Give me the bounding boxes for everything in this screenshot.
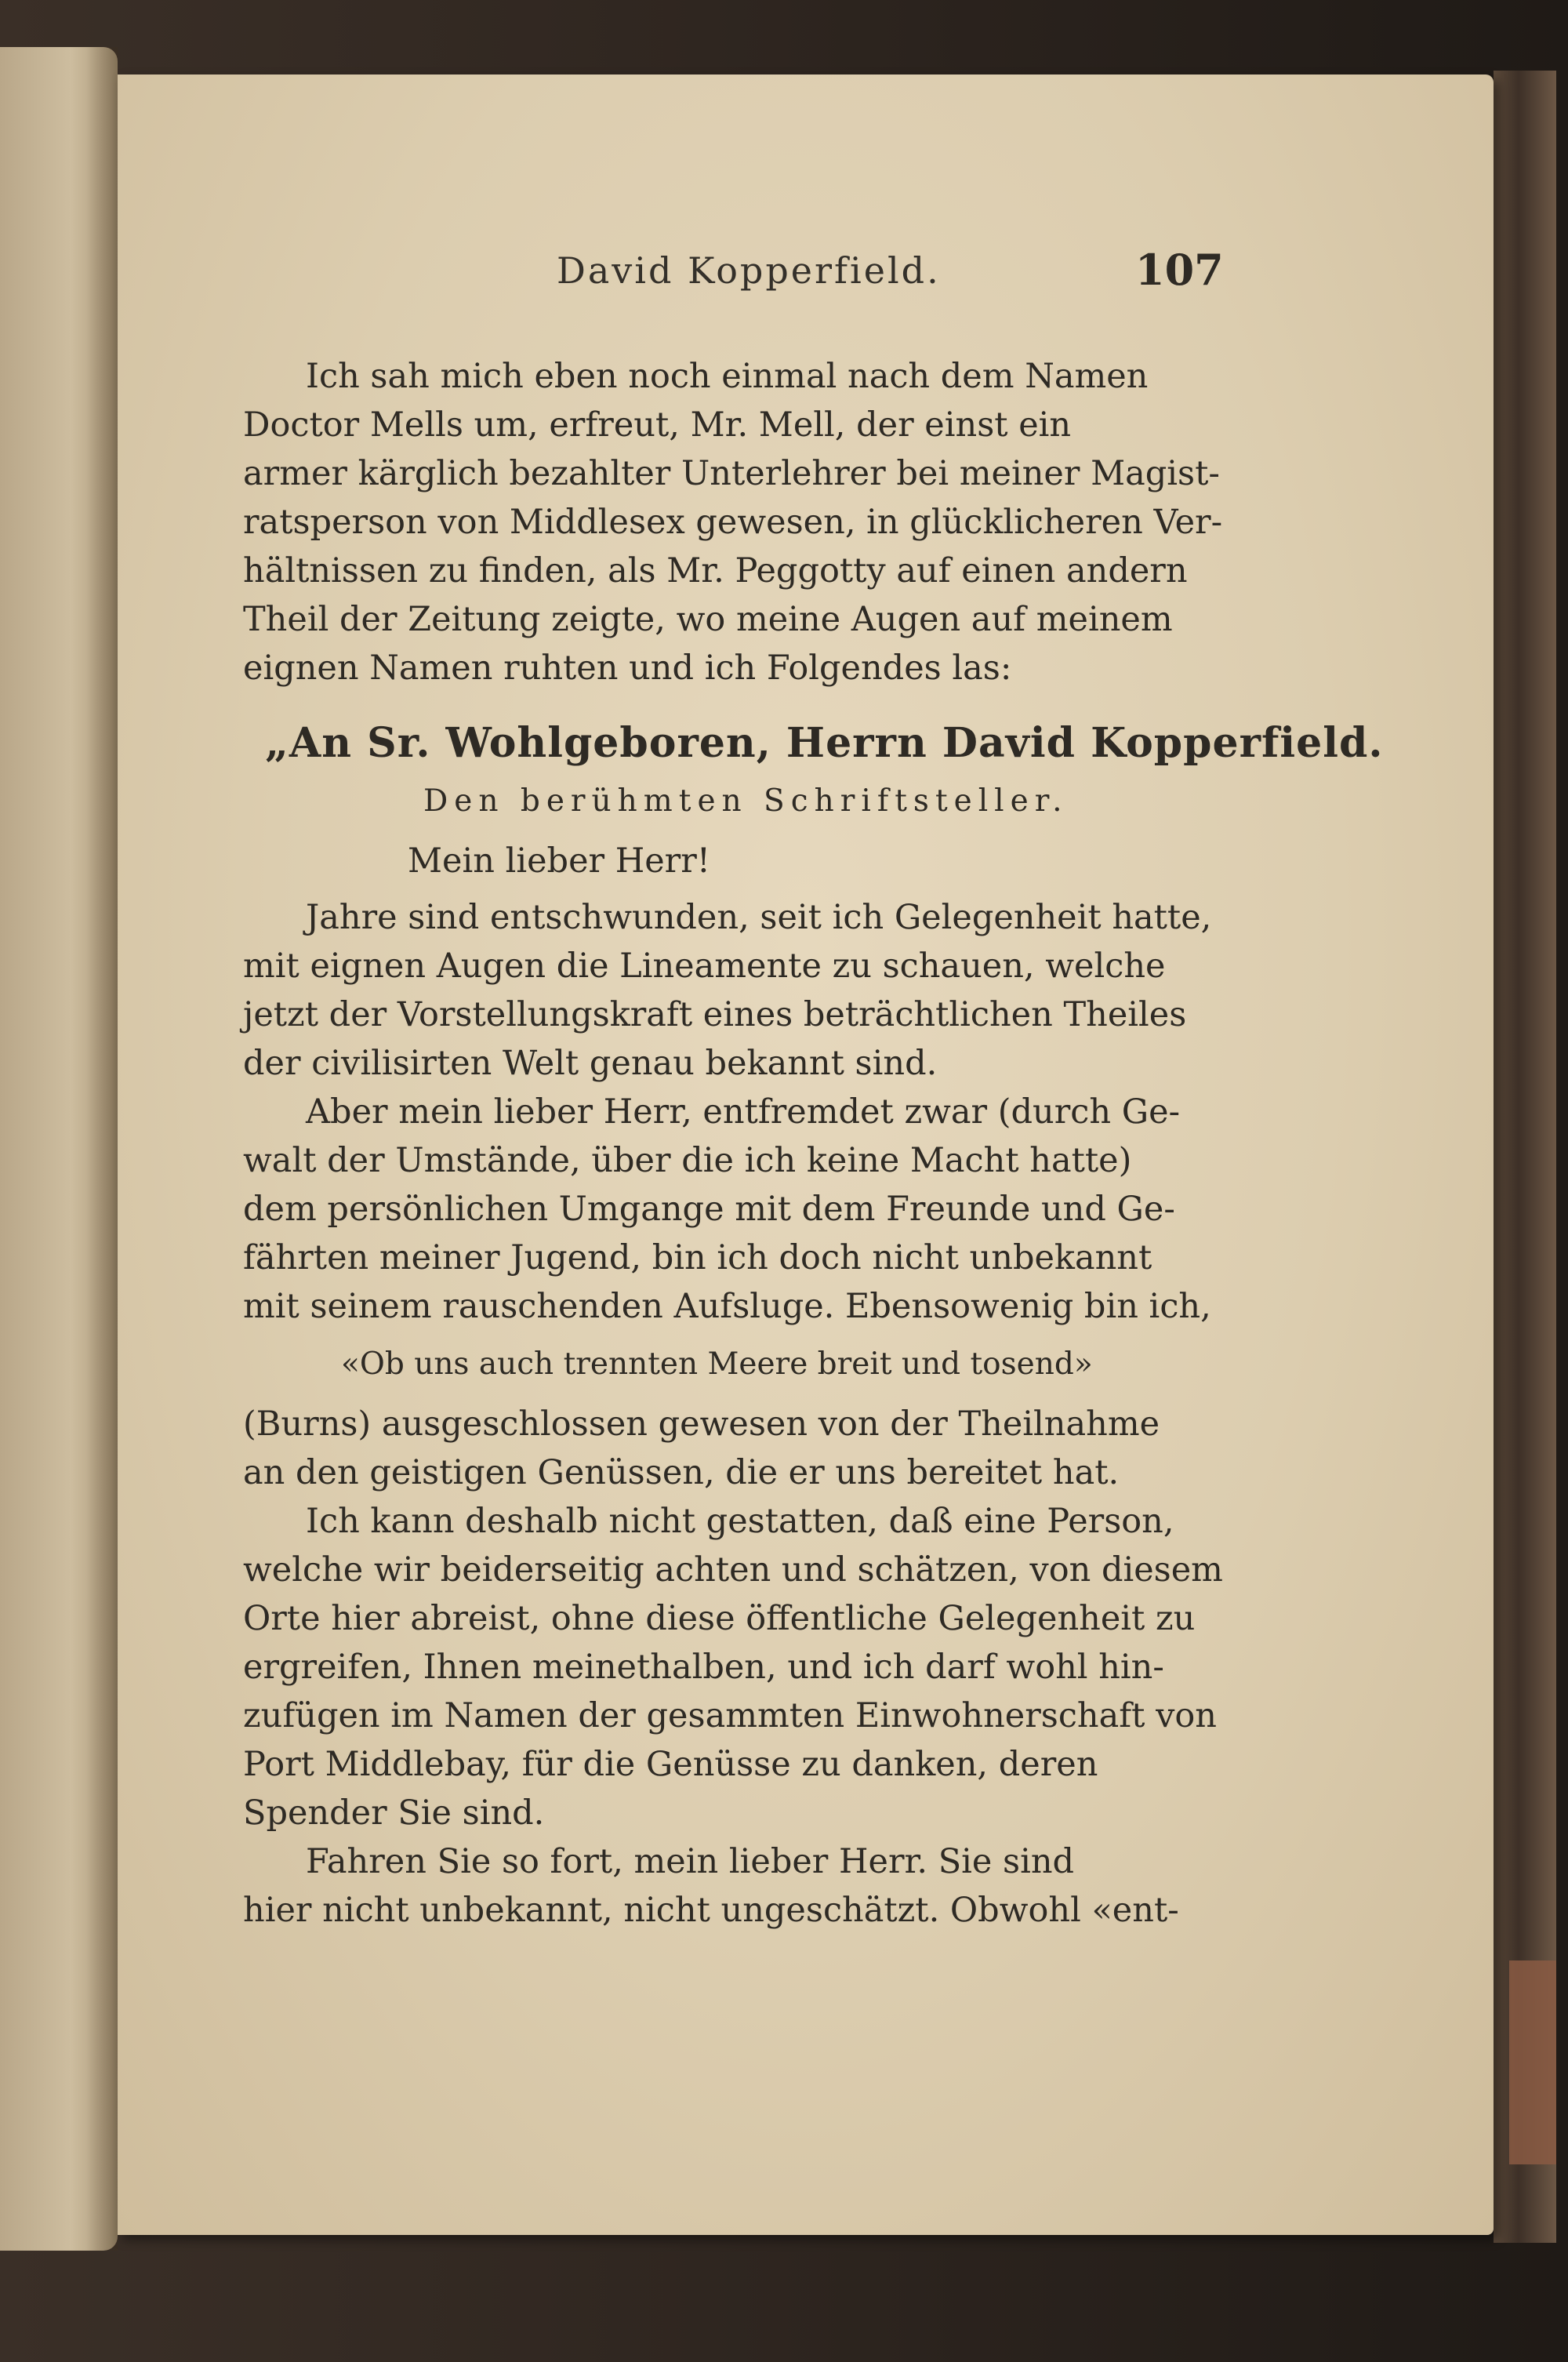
text-line: ratsperson von Middlesex gewesen, in glücklicheren Ver- — [243, 503, 1223, 542]
text-line: Port Middlebay, für die Genüsse zu danken, deren — [243, 1745, 1098, 1784]
text-line: ergreifen, Ihnen meinethalben, und ich darf wohl hin- — [243, 1648, 1164, 1687]
text-line: Doctor Mells um, erfreut, Mr. Mell, der einst ein — [243, 405, 1072, 445]
text-line: hältnissen zu finden, als Mr. Peggotty auf einen andern — [243, 551, 1188, 590]
text-line: Ich sah mich eben noch einmal nach dem Namen — [306, 357, 1149, 396]
text-line: Ich kann deshalb nicht gestatten, daß eine Person, — [306, 1502, 1174, 1541]
text-line: Fahren Sie so fort, mein lieber Herr. Sie sind — [306, 1842, 1075, 1881]
page-number: 107 — [1135, 245, 1224, 295]
running-header: David Kopperfield. — [557, 249, 941, 292]
text-line: an den geistigen Genüssen, die er uns bereitet hat. — [243, 1453, 1120, 1492]
text-line: (Burns) ausgeschlossen gewesen von der Theilnahme — [243, 1404, 1160, 1444]
text-line: armer kärglich bezahlter Unterlehrer bei meiner Magist- — [243, 454, 1220, 493]
letter-salutation: Mein lieber Herr! — [408, 841, 711, 881]
gutter-shadow — [86, 47, 118, 2251]
text-line: mit seinem rauschenden Aufsluge. Ebensowenig bin ich, — [243, 1287, 1211, 1326]
text-line: mit eignen Augen die Lineamente zu schauen, welche — [243, 947, 1166, 986]
text-line: dem persönlichen Umgange mit dem Freunde und Ge- — [243, 1190, 1175, 1229]
text-line: walt der Umstände, über die ich keine Macht hatte) — [243, 1141, 1132, 1180]
text-line: hier nicht unbekannt, nicht ungeschätzt. Obwohl «ent- — [243, 1891, 1179, 1930]
text-line: Theil der Zeitung zeigte, wo meine Augen auf meinem — [243, 600, 1173, 639]
text-line: eignen Namen ruhten und ich Folgendes las: — [243, 649, 1012, 688]
text-line: fährten meiner Jugend, bin ich doch nicht unbekannt — [243, 1238, 1152, 1277]
text-line: welche wir beiderseitig achten und schätzen, von diesem — [243, 1550, 1223, 1590]
text-line: Orte hier abreist, ohne diese öffentliche Gelegenheit zu — [243, 1599, 1196, 1638]
cover-wear-spot — [1509, 1960, 1556, 2164]
text-line: der civilisirten Welt genau bekannt sind. — [243, 1044, 938, 1083]
text-line: Spender Sie sind. — [243, 1793, 545, 1833]
text-line: zufügen im Namen der gesammten Einwohnerschaft von — [243, 1696, 1217, 1735]
book-cover-edge — [1494, 71, 1556, 2243]
text-line: Jahre sind entschwunden, seit ich Gelegenheit hatte, — [306, 898, 1212, 937]
verse-quotation: «Ob uns auch trennten Meere breit und tosend» — [341, 1346, 1093, 1382]
letter-addressee-title: Den berühmten Schriftsteller. — [423, 783, 1069, 819]
letter-address: „An Sr. Wohlgeboren, Herrn David Kopperfield. — [265, 719, 1384, 767]
text-line: jetzt der Vorstellungskraft eines beträchtlichen Theiles — [243, 995, 1187, 1034]
text-line: Aber mein lieber Herr, entfremdet zwar (durch Ge- — [306, 1092, 1181, 1132]
